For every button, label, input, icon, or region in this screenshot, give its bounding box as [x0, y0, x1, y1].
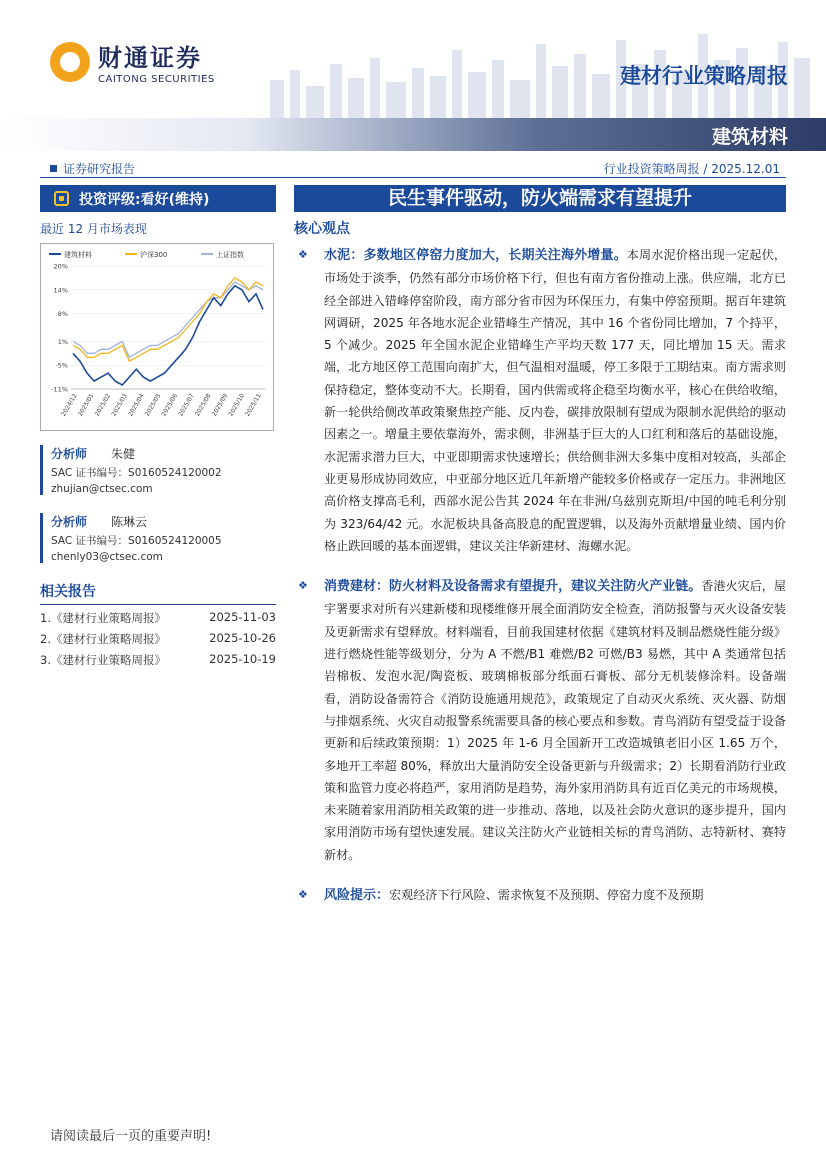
point-body: 宏观经济下行风险、需求恢复不及预期、停窑力度不及预期 — [389, 888, 704, 903]
x-tick-label: 2025/02 — [93, 392, 113, 418]
analyst-sac: SAC 证书编号：S0160524120005 — [51, 535, 222, 547]
legend-label: 上证指数 — [216, 251, 244, 259]
sidebar — [40, 185, 276, 668]
analyst-card — [40, 513, 276, 563]
point-body: 香港火灾后，屋宇署要求对所有兴建新楼和现楼维修开展全面消防安全检查，消防报警与灭火设备安装及更新需求有望释放。材料端看，目前我国建材依据《建筑材料及制品燃烧性能分级》进行燃烧性能等级划分，分为 A 不燃/B1 难燃/B2 可燃/B3 易燃，其中 A 类通常包括岩棉板、发泡水泥/陶瓷板、玻璃棉板部分纸面石膏板、部分无机装修涂料。设备端看，消防设备需符合《消防设施通用规范》，政策规定了自动灭火系统、灭火器、防烟与排烟系统、火灾自动报警系统需要具备的核心要点和参数。青鸟消防有望受益于设备更新和后续政策预期：1）2025 年 1-6 月全国新开工改造城镇老旧小区 1.65 万个，多地开工率超 80%，释放出大量消防安全设备更新与升级需求；2）长期看消防行业政策和监管力度必将趋严，家用消防是趋势，海外家用消防具有近百亿美元的市场规模，未来随着家用消防相关政策的进一步推动、落地，以及社会防火意识的逐步提升，国内家用消防市场有望快速发展。建议关注防火产业链相关标的青鸟消防、志特新材、赛特新材。 — [324, 579, 786, 862]
related-report-title: 3.《建材行业策略周报》 — [40, 653, 166, 667]
y-tick-label: 1% — [57, 337, 68, 346]
x-tick-label: 2024/12 — [60, 392, 79, 418]
x-tick-label: 2025/07 — [177, 392, 196, 418]
legend-label: 沪深300 — [140, 251, 168, 259]
analyst-email[interactable]: zhujian@ctsec.com — [51, 483, 153, 495]
x-tick-label: 2025/05 — [143, 392, 163, 418]
diamond-bullet-icon: ❖ — [298, 579, 308, 593]
logo-chinese-name: 财通证券 — [98, 44, 202, 72]
analyst-email[interactable]: chenly03@ctsec.com — [51, 551, 163, 563]
related-report-date: 2025-10-19 — [209, 652, 276, 666]
report-category: 证券研究报告 — [50, 160, 135, 177]
rating-bar — [40, 185, 276, 212]
analyst-sac: SAC 证书编号：S0160524120002 — [51, 467, 222, 479]
point-consumer-materials — [294, 575, 786, 866]
related-report-date: 2025-11-03 — [209, 610, 276, 624]
rating-text: 投资评级:看好(维持) — [79, 191, 210, 208]
analyst-name: 朱健 — [111, 447, 136, 461]
y-tick-label: -5% — [55, 361, 68, 370]
performance-chart — [40, 243, 274, 431]
chart-svg — [41, 244, 275, 432]
related-reports-title: 相关报告 — [40, 581, 276, 605]
point-lead: 消费建材：防火材料及设备需求有望提升，建议关注防火产业链。 — [324, 579, 702, 595]
point-body: 本周水泥价格出现一定起伏，市场处于淡季，仍然有部分市场价格下行，但也有南方省份推动上涨。供应端，北方已经全部进入错峰停窑阶段，南方部分省市因为环保压力，有集中停窑预期。据百年建筑网调研，2025 年各地水泥企业错峰生产情况，其中 16 个省份同比增加，7 个持平，5 个减少。2025 年全国水泥企业错峰生产平均天数 177 天，同比增加 15 天。需求端，北方地区停工范围向南扩大，但气温相对温暖，停工多限于工期结束。南方需求则保持稳定，整体变动不大。长期看，国内供需或将企稳至均衡水平，核心在供给收缩，新一轮供给侧改革政策聚焦控产能、反内卷，碳排放限制有望成为限制水泥供给的驱动因素之一。增量主要依靠海外，需求侧，非洲基于巨大的人口红利和落后的基础设施，水泥需求潜力巨大，中亚即期需求快速增长；供给侧非洲大多集中度相对较高，头部企业更易形成协同效应，中亚部分地区近几年新增产能较多价格或存一定压力。非洲地区高价格支撑高毛利，西部水泥公告其 2024 年在非洲/乌兹别克斯坦/中国的吨毛利分别为 323/64/42 元。水泥板块具备高股息的配置逻辑，以及海外贡献增量业绩、国内价格止跌回暖的基本面逻辑，建议关注华新建材、海螺水泥。 — [324, 248, 786, 553]
logo-english-name: CAITONG SECURITIES — [98, 74, 215, 85]
x-tick-label: 2025/09 — [210, 392, 230, 418]
analyst-role: 分析师 — [51, 515, 88, 529]
related-report-title: 2.《建材行业策略周报》 — [40, 632, 166, 646]
core-views-title: 核心观点 — [294, 221, 350, 237]
y-tick-label: 14% — [53, 286, 68, 295]
y-tick-label: 8% — [57, 310, 68, 319]
diamond-bullet-icon: ❖ — [298, 888, 308, 902]
main-content — [294, 185, 786, 907]
x-tick-label: 2025/08 — [194, 392, 213, 418]
related-report-item[interactable] — [40, 652, 276, 668]
point-lead: 风险提示： — [324, 888, 390, 904]
sub-header-line — [40, 160, 786, 178]
report-headline: 民生事件驱动，防火端需求有望提升 — [294, 185, 786, 212]
related-report-title: 1.《建材行业策略周报》 — [40, 611, 166, 625]
series-line-建筑材料 — [73, 286, 263, 385]
analyst-role: 分析师 — [51, 447, 88, 461]
series-line-上证指数 — [73, 282, 263, 357]
sector-label: 建筑材料 — [711, 126, 788, 148]
logo-icon — [50, 42, 90, 82]
x-tick-label: 2025/11 — [244, 392, 263, 418]
related-report-date: 2025-10-26 — [209, 631, 276, 645]
report-date: 行业投资策略周报 / 2025.12.01 — [603, 162, 780, 176]
related-report-item[interactable] — [40, 631, 276, 647]
company-logo — [50, 38, 215, 85]
point-lead: 水泥：多数地区停窑力度加大，长期关注海外增量。 — [324, 248, 627, 263]
x-tick-label: 2025/06 — [160, 392, 180, 418]
x-tick-label: 2025/04 — [127, 392, 146, 418]
related-report-item[interactable] — [40, 610, 276, 626]
analyst-section — [40, 445, 276, 563]
performance-label: 最近 12 月市场表现 — [40, 222, 147, 236]
y-tick-label: -11% — [51, 385, 68, 394]
legend-label: 建筑材料 — [64, 251, 92, 259]
shield-icon — [54, 191, 69, 206]
x-tick-label: 2025/01 — [76, 392, 96, 418]
point-cement — [294, 244, 786, 557]
report-header — [0, 0, 826, 155]
diamond-bullet-icon: ❖ — [298, 248, 308, 261]
report-type-title: 建材行业策略周报 — [620, 64, 788, 88]
analyst-name: 陈琳云 — [111, 515, 148, 529]
x-tick-label: 2025/10 — [227, 392, 247, 418]
x-tick-label: 2025/03 — [110, 392, 129, 418]
disclaimer-note: 请阅读最后一页的重要声明! — [50, 1129, 212, 1144]
analyst-card — [40, 445, 276, 495]
point-risk — [294, 884, 786, 907]
header-band — [0, 118, 826, 151]
y-tick-label: 20% — [53, 262, 68, 271]
